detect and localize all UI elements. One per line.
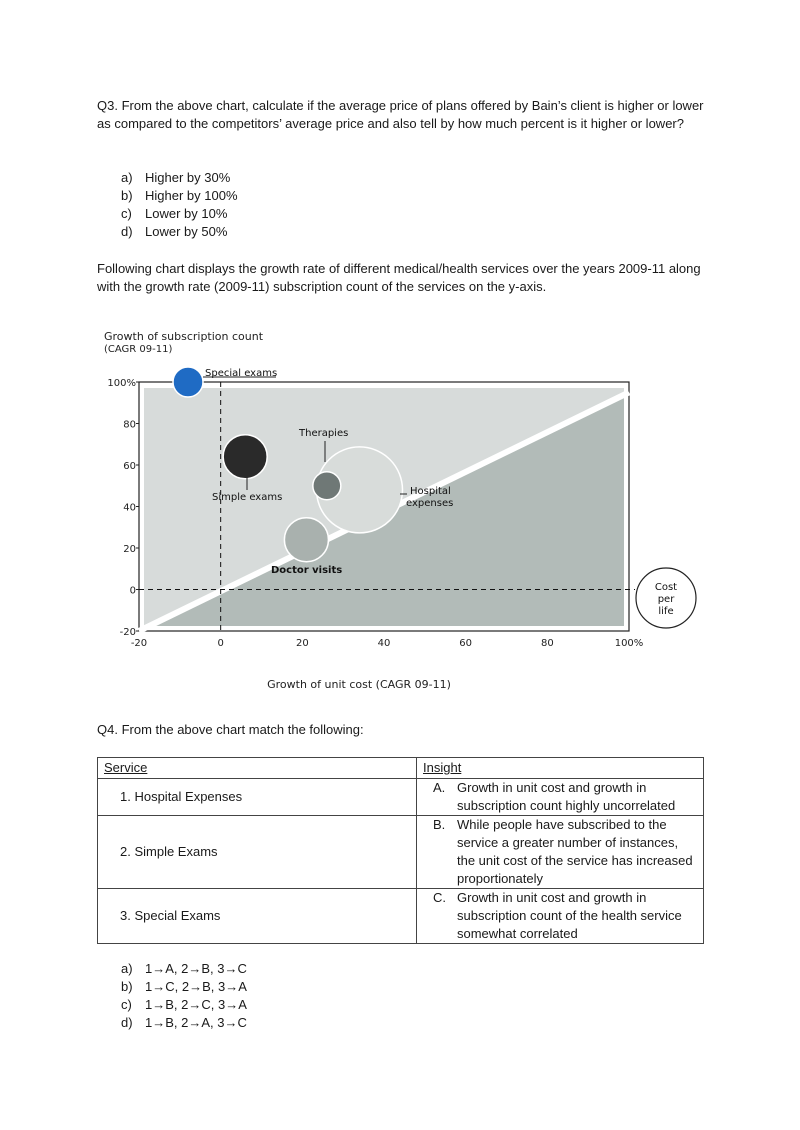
label-special-exams: Special exams (205, 368, 278, 379)
q3-option-a: a) Higher by 30% (121, 170, 231, 185)
x-axis-label: Growth of unit cost (CAGR 09-11) (267, 678, 451, 691)
y-axis-label-line1: Growth of subscription count (104, 330, 264, 343)
table-row (98, 816, 704, 889)
y-tick-label: 80 (123, 419, 136, 431)
legend-text-1: Cost (654, 582, 678, 593)
table-row (98, 889, 704, 944)
x-tick-label: 0 (217, 638, 224, 649)
x-tick-label: -20 (130, 638, 148, 649)
insight-cell: C. Growth in unit cost and growth in subscription count of the health service somewhat correlated (417, 889, 704, 944)
header-service: Service (98, 758, 417, 779)
label-therapies: Therapies (299, 428, 349, 439)
service-cell: 2. Simple Exams (98, 816, 417, 889)
x-tick-label: 20 (295, 638, 309, 649)
q4-option-a: a) 1→A, 2→B, 3→C (121, 961, 247, 976)
y-tick-label: -20 (119, 627, 136, 638)
q3-option-d: d) Lower by 50% (121, 224, 228, 239)
legend-text-3: life (658, 606, 674, 617)
legend-text-2: per (657, 594, 675, 605)
y-axis-label-line2: (CAGR 09-11) (104, 344, 173, 355)
y-tick-label: 60 (123, 461, 136, 472)
y-tick-label: 0 (129, 585, 136, 597)
label-hospital-2: expenses (406, 498, 454, 509)
x-tick-label: 60 (459, 638, 473, 649)
q3-question: Q3. From the above chart, calculate if the average price of plans offered by Bain’s client is higher or lower as compared to the competitors’ average price and also tell by how much percent is it higher or lower? (97, 98, 704, 131)
bubble-special-exams (173, 367, 203, 397)
service-cell: 1. Hospital Expenses (98, 779, 417, 816)
q4-question: Q4. From the above chart match the following: (97, 722, 364, 737)
x-tick-label: 40 (377, 638, 391, 649)
bubble-simple-exams (223, 435, 267, 479)
y-tick-label: 20 (123, 544, 136, 555)
bubble-therapies (313, 472, 341, 500)
label-simple-exams: Simple exams (212, 492, 283, 503)
match-table (97, 757, 704, 944)
q4-option-c: c) 1→B, 2→C, 3→A (121, 997, 247, 1012)
label-doctor-visits: Doctor visits (271, 565, 343, 576)
y-tick-label: 100% (107, 378, 136, 389)
q4-option-b: b) 1→C, 2→B, 3→A (121, 979, 247, 994)
table-header-row (98, 758, 704, 779)
chart-intro: Following chart displays the growth rate of different medical/health services over the years 2009-11 along with the growth rate (2009-11) subscription count of the services on the y-axis. (97, 261, 701, 294)
table-row (98, 779, 704, 816)
x-tick-label: 100% (614, 638, 644, 649)
q3-option-c: c) Lower by 10% (121, 206, 228, 221)
bubble-doctor-visits (284, 518, 328, 562)
label-hospital-1: Hospital (410, 486, 451, 497)
insight-cell: A. Growth in unit cost and growth in subscription count highly uncorrelated (417, 779, 704, 816)
y-tick-label: 40 (123, 502, 136, 514)
q3-option-b: b) Higher by 100% (121, 188, 238, 203)
x-tick-label: 80 (540, 638, 554, 649)
header-insight: Insight (417, 758, 704, 779)
insight-cell: B. While people have subscribed to the service a greater number of instances, the unit cost of the service has increased proportionately (417, 816, 704, 889)
q4-option-d: d) 1→B, 2→A, 3→C (121, 1015, 247, 1030)
service-cell: 3. Special Exams (98, 889, 417, 944)
